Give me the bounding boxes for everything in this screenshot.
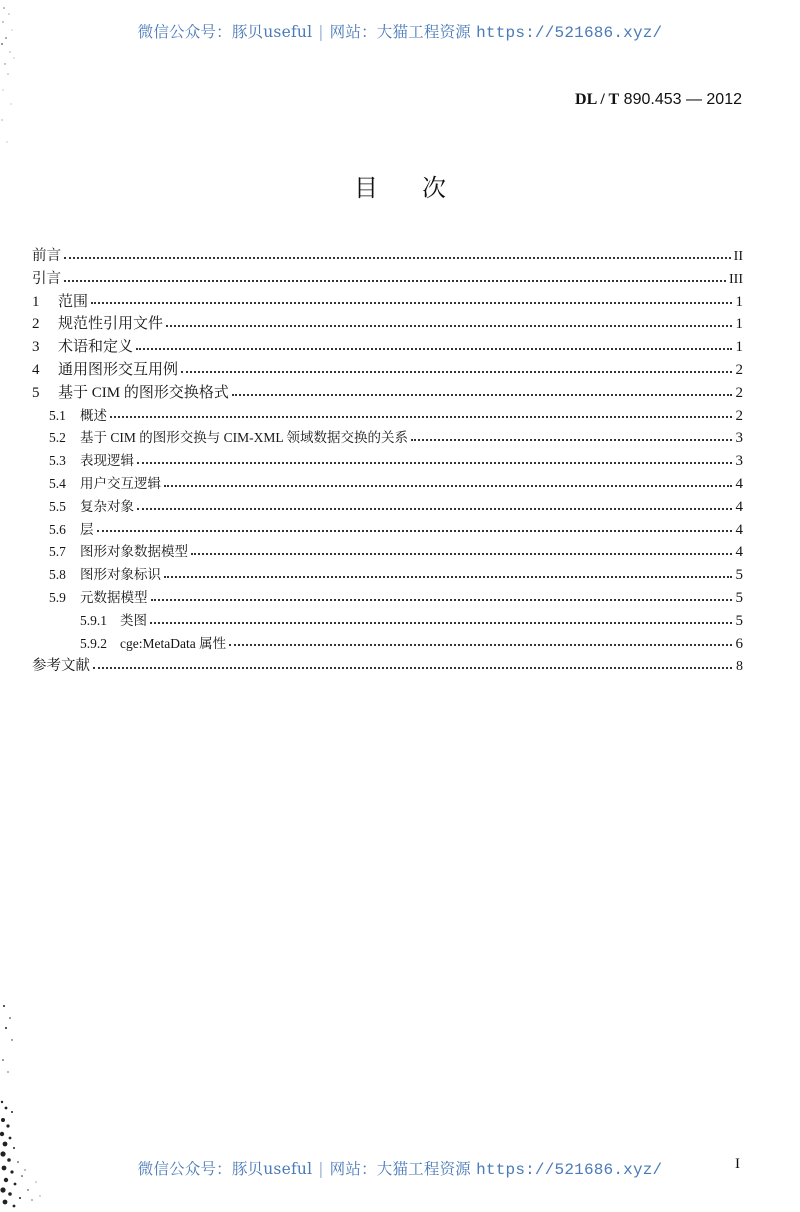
watermark-site-label: 网站：大猫工程资源: [329, 1160, 471, 1178]
toc-entry[interactable]: [32, 426, 743, 449]
toc-entry-page: 5: [735, 612, 743, 629]
toc-entry[interactable]: [32, 404, 743, 427]
toc-entry-number: 5.8: [49, 567, 66, 583]
dot-leader: [181, 371, 732, 373]
dot-leader: [93, 667, 732, 669]
toc-entry-page: 4: [735, 544, 743, 561]
toc-entry-number: 5.6: [49, 521, 66, 537]
toc-entry-page: 1: [735, 293, 743, 310]
toc-entry-page: 4: [735, 498, 743, 515]
dot-leader: [411, 439, 732, 441]
toc-entry-label: 基于 CIM 的图形交换格式: [58, 384, 229, 401]
watermark-top: [0, 20, 800, 42]
toc-entry[interactable]: [32, 244, 743, 267]
toc-entry-page: 4: [735, 521, 743, 538]
dot-leader: [137, 462, 732, 464]
toc-entry-number: 1: [32, 293, 40, 310]
toc-entry-page: III: [729, 271, 743, 287]
dot-leader: [91, 302, 732, 304]
dot-leader: [166, 325, 732, 327]
standard-prefix: DL / T: [575, 91, 620, 108]
toc-entry-page: 3: [735, 453, 743, 470]
toc-entry-number: 5.5: [49, 498, 66, 514]
toc-entry[interactable]: [32, 518, 743, 541]
watermark-url-link[interactable]: https://521686.xyz/: [476, 1161, 663, 1179]
dot-leader: [64, 280, 726, 282]
toc-entry-label: 引言: [32, 270, 61, 287]
dot-leader: [164, 485, 732, 487]
toc-entry-label: 基于 CIM 的图形交换与 CIM-XML 领域数据交换的关系: [80, 430, 409, 446]
toc-entry-page: 3: [735, 430, 743, 447]
toc-entry[interactable]: [32, 540, 743, 563]
toc-entry-number: 5.1: [49, 407, 66, 423]
toc-entry-page: 4: [735, 475, 743, 492]
toc-entry-label: 图形对象标识: [80, 567, 161, 583]
dot-leader: [232, 394, 732, 396]
toc-entry-number: 5.3: [49, 453, 66, 469]
toc-entry-label: 复杂对象: [80, 498, 134, 514]
toc-entry-page: 2: [735, 407, 743, 424]
toc-title: 目次: [354, 174, 490, 202]
toc-entry[interactable]: [32, 563, 743, 586]
toc-entry-number: 5.2: [49, 430, 66, 446]
dot-leader: [191, 553, 732, 555]
standard-code: 890.453 — 2012: [623, 91, 742, 108]
toc-entry[interactable]: [32, 495, 743, 518]
toc-entry-label: 类图: [120, 612, 147, 628]
watermark-bottom: [0, 1157, 800, 1179]
toc-entry[interactable]: [32, 358, 743, 381]
toc-entry[interactable]: [32, 609, 743, 632]
watermark-wechat: 微信公众号：豚贝useful: [137, 1160, 313, 1178]
watermark-separator: |: [318, 23, 324, 41]
toc-entry-label: 用户交互逻辑: [80, 475, 161, 491]
dot-leader: [229, 644, 732, 646]
toc-entry-page: 1: [735, 316, 743, 333]
toc-entry-page: 8: [736, 659, 743, 675]
toc-entry-label: cge:MetaData 属性: [120, 635, 227, 651]
watermark-separator: |: [318, 1160, 324, 1178]
dot-leader: [110, 416, 732, 418]
toc-entry-label: 参考文献: [32, 658, 90, 675]
toc-entry-label: 图形对象数据模型: [80, 544, 188, 560]
toc-entry-label: 范围: [58, 293, 89, 310]
toc-entry[interactable]: [32, 290, 743, 313]
table-of-contents: [32, 244, 743, 677]
standard-number: [575, 91, 742, 109]
toc-entry[interactable]: [32, 312, 743, 335]
toc-entry-number: 3: [32, 339, 40, 356]
toc-entry-label: 层: [80, 521, 94, 537]
toc-entry-page: 5: [735, 589, 743, 606]
watermark-site-label: 网站：大猫工程资源: [329, 23, 471, 41]
toc-entry-number: 5.9.1: [80, 612, 107, 628]
toc-entry-page: 1: [735, 339, 743, 356]
toc-entry-label: 元数据模型: [80, 589, 148, 605]
toc-entry[interactable]: [32, 267, 743, 290]
toc-entry-page: 2: [735, 361, 743, 378]
toc-entry-page: 5: [735, 567, 743, 584]
dot-leader: [151, 599, 733, 601]
watermark-wechat: 微信公众号：豚贝useful: [137, 23, 313, 41]
toc-entry[interactable]: [32, 586, 743, 609]
toc-entry-page: 6: [735, 635, 743, 652]
toc-entry[interactable]: [32, 381, 743, 404]
toc-entry-label: 表现逻辑: [80, 453, 134, 469]
toc-entry-page: 2: [735, 384, 743, 401]
watermark-url-link[interactable]: https://521686.xyz/: [476, 24, 663, 42]
toc-entry-label: 术语和定义: [58, 339, 134, 356]
toc-entry-number: 5.9.2: [80, 635, 107, 651]
toc-entry[interactable]: [32, 632, 743, 655]
toc-entry-label: 前言: [32, 248, 61, 264]
toc-entry-number: 5.7: [49, 544, 66, 560]
dot-leader: [97, 530, 733, 532]
toc-entry[interactable]: [32, 654, 743, 677]
toc-entry-label: 通用图形交互用例: [58, 361, 179, 378]
toc-entry-page: II: [733, 249, 743, 264]
toc-entry-number: 5.9: [49, 589, 66, 605]
toc-entry-label: 规范性引用文件: [58, 316, 164, 333]
toc-entry-number: 4: [32, 361, 40, 378]
toc-entry-number: 2: [32, 316, 40, 333]
toc-entry-number: 5: [32, 384, 40, 401]
toc-entry-label: 概述: [80, 407, 107, 423]
page-number: I: [735, 1156, 740, 1172]
toc-entry-number: 5.4: [49, 475, 66, 491]
scan-noise-bottom: [0, 1000, 60, 1212]
toc-entry[interactable]: [32, 335, 743, 358]
dot-leader: [137, 508, 732, 510]
dot-leader: [64, 257, 731, 259]
dot-leader: [164, 576, 732, 578]
dot-leader: [150, 622, 732, 624]
dot-leader: [136, 348, 732, 350]
toc-entry[interactable]: [32, 449, 743, 472]
toc-entry[interactable]: [32, 472, 743, 495]
